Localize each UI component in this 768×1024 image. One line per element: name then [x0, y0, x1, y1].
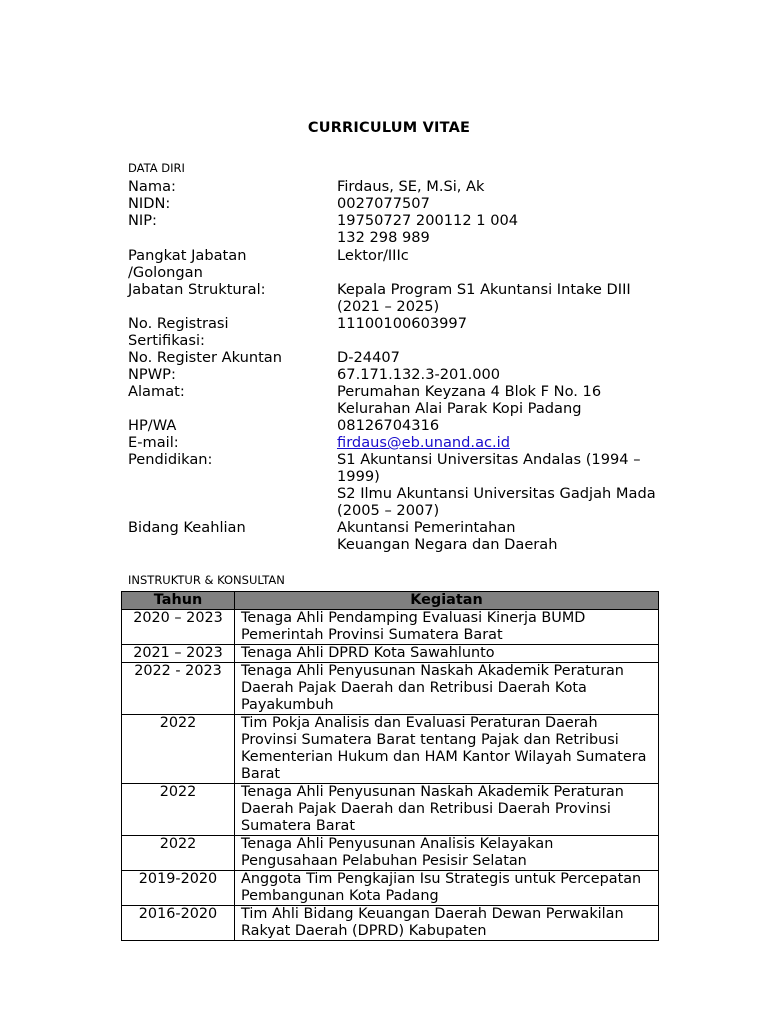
- table-row: [122, 784, 659, 836]
- data-value: [337, 519, 677, 553]
- alamat-line: Perumahan Keyzana 4 Blok F No. 16: [337, 383, 602, 400]
- cell-tahun: 2019-2020: [122, 871, 235, 906]
- cell-kegiatan: Tenaga Ahli Penyusunan Analisis Kelayakan Pengusahaan Pelabuhan Pesisir Selatan: [235, 836, 659, 871]
- column-header-tahun: Tahun: [122, 592, 235, 610]
- data-label: No. Register Akuntan: [128, 349, 282, 366]
- table-header-row: [122, 592, 659, 610]
- cell-tahun: 2022: [122, 784, 235, 836]
- data-label: NPWP:: [128, 366, 176, 383]
- data-label: Pangkat Jabatan /Golongan: [128, 247, 247, 281]
- cell-tahun: 2020 – 2023: [122, 610, 235, 645]
- data-label: E-mail:: [128, 434, 179, 451]
- cell-tahun: 2022 - 2023: [122, 663, 235, 715]
- data-value: [337, 212, 677, 246]
- data-value: [337, 383, 677, 417]
- nip-line: 19750727 200112 1 004: [337, 212, 519, 229]
- alamat-line: Kelurahan Alai Parak Kopi Padang: [337, 400, 582, 417]
- data-value: 08126704316: [337, 417, 440, 434]
- data-value: 11100100603997: [337, 315, 467, 332]
- keahlian-line: Akuntansi Pemerintahan: [337, 519, 516, 536]
- table-row: [122, 836, 659, 871]
- pendidikan-line: S1 Akuntansi Universitas Andalas (1994 – 1999): [337, 451, 641, 485]
- data-label: Jabatan Struktural:: [128, 281, 266, 298]
- cell-kegiatan: Anggota Tim Pengkajian Isu Strategis untuk Percepatan Pembangunan Kota Padang: [235, 871, 659, 906]
- cell-tahun: 2022: [122, 836, 235, 871]
- data-value: Kepala Program S1 Akuntansi Intake DIII (2021 – 2025): [337, 281, 631, 315]
- data-value: 0027077507: [337, 195, 430, 212]
- cell-tahun: 2016-2020: [122, 906, 235, 941]
- data-label: Nama:: [128, 178, 176, 195]
- table-row: [122, 610, 659, 645]
- document-title: CURRICULUM VITAE: [307, 120, 471, 136]
- table-row: [122, 906, 659, 941]
- table-row: [122, 871, 659, 906]
- table-row: [122, 663, 659, 715]
- nip-line: 132 298 989: [337, 229, 430, 246]
- cell-kegiatan: Tenaga Ahli Penyusunan Naskah Akademik Peraturan Daerah Pajak Daerah dan Retribusi Daerah Kota Payakumbuh: [235, 663, 659, 715]
- data-label: Pendidikan:: [128, 451, 213, 468]
- cell-kegiatan: Tenaga Ahli DPRD Kota Sawahlunto: [235, 645, 659, 663]
- email-link[interactable]: firdaus@eb.unand.ac.id: [337, 434, 510, 451]
- instruktur-table: [121, 591, 659, 941]
- data-label: NIDN:: [128, 195, 171, 212]
- data-value: [337, 451, 667, 519]
- data-label: Bidang Keahlian: [128, 519, 246, 536]
- data-label: Alamat:: [128, 383, 185, 400]
- data-value: 67.171.132.3-201.000: [337, 366, 501, 383]
- table-row: [122, 645, 659, 663]
- cell-tahun: 2022: [122, 715, 235, 784]
- data-value: Firdaus, SE, M.Si, Ak: [337, 178, 485, 195]
- keahlian-line: Keuangan Negara dan Daerah: [337, 536, 558, 553]
- pendidikan-line: S2 Ilmu Akuntansi Universitas Gadjah Mada (2005 – 2007): [337, 485, 656, 519]
- table-row: [122, 715, 659, 784]
- data-value: Lektor/IIIc: [337, 247, 409, 264]
- cell-kegiatan: Tenaga Ahli Pendamping Evaluasi Kinerja BUMD Pemerintah Provinsi Sumatera Barat: [235, 610, 659, 645]
- table-body: [122, 610, 659, 941]
- cell-kegiatan: Tim Pokja Analisis dan Evaluasi Peraturan Daerah Provinsi Sumatera Barat tentang Pajak dan Retribusi Kementerian Hukum dan HAM Kantor Wilayah Sumatera Barat: [235, 715, 659, 784]
- data-value: [337, 434, 677, 451]
- data-label: No. Registrasi Sertifikasi:: [128, 315, 229, 349]
- data-label: HP/WA: [128, 417, 177, 434]
- cell-kegiatan: Tim Ahli Bidang Keuangan Daerah Dewan Perwakilan Rakyat Daerah (DPRD) Kabupaten: [235, 906, 659, 941]
- column-header-kegiatan: Kegiatan: [235, 592, 659, 610]
- section-heading-data-diri: DATA DIRI: [128, 161, 185, 175]
- cell-kegiatan: Tenaga Ahli Penyusunan Naskah Akademik Peraturan Daerah Pajak Daerah dan Retribusi Daerah Provinsi Sumatera Barat: [235, 784, 659, 836]
- section-heading-instruktur: INSTRUKTUR & KONSULTAN: [128, 573, 285, 587]
- data-label: NIP:: [128, 212, 157, 229]
- data-value: D-24407: [337, 349, 400, 366]
- cell-tahun: 2021 – 2023: [122, 645, 235, 663]
